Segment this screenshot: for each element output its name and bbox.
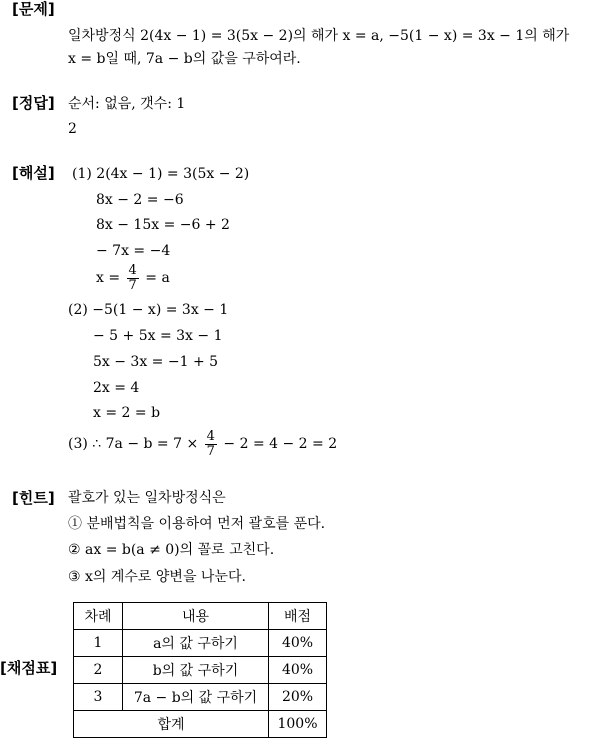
hint-line: ③ x의 계수로 양변을 나눈다. bbox=[68, 569, 246, 585]
hint-label: [힌트] bbox=[12, 489, 55, 507]
table-row bbox=[74, 630, 327, 657]
solution-part1-final-lhs: x = bbox=[96, 270, 121, 286]
hint-line: ② ax = b(a ≠ 0)의 꼴로 고친다. bbox=[68, 542, 275, 558]
scoring-header-row bbox=[74, 603, 327, 630]
fraction bbox=[127, 264, 139, 293]
scoring-total-value: 100% bbox=[269, 711, 327, 738]
fraction bbox=[205, 430, 217, 459]
scoring-content: a의 값 구하기 bbox=[123, 630, 269, 657]
scoring-order: 1 bbox=[74, 630, 123, 657]
scoring-total-row bbox=[74, 711, 327, 738]
scoring-total-label: 합계 bbox=[74, 711, 269, 738]
solution-part3-rhs: − 2 = 4 − 2 = 2 bbox=[223, 436, 338, 452]
scoring-order: 3 bbox=[74, 684, 123, 711]
scoring-points: 40% bbox=[269, 630, 327, 657]
solution-part2-step: 5x − 3x = −1 + 5 bbox=[93, 354, 219, 370]
solution-part3-lhs: (3) ∴ 7a − b = 7 × bbox=[68, 436, 199, 452]
solution-part1-title: (1) 2(4x − 1) = 3(5x − 2) bbox=[72, 166, 250, 182]
fraction-denominator: 7 bbox=[206, 443, 215, 459]
solution-part1-final bbox=[96, 262, 170, 294]
table-row bbox=[74, 684, 327, 711]
fraction-numerator: 4 bbox=[206, 428, 215, 444]
scoring-order: 2 bbox=[74, 657, 123, 684]
solution-part1-step: − 7x = −4 bbox=[96, 243, 171, 259]
solution-part2-step: 2x = 4 bbox=[93, 380, 140, 396]
scoring-content: 7a − b의 값 구하기 bbox=[123, 684, 269, 711]
problem-line-2: x = b일 때, 7a − b의 값을 구하여라. bbox=[68, 51, 301, 67]
solution-part1-step: 8x − 15x = −6 + 2 bbox=[96, 217, 230, 233]
solution-part2-step: x = 2 = b bbox=[93, 405, 161, 421]
solution-part2-step: − 5 + 5x = 3x − 1 bbox=[93, 328, 223, 344]
problem-line-1: 일차방정식 2(4x − 1) = 3(5x − 2)의 해가 x = a, −5(1 − x) = 3x − 1의 해가 bbox=[68, 28, 570, 44]
fraction-denominator: 7 bbox=[128, 277, 137, 293]
answer-value: 2 bbox=[68, 121, 77, 137]
solution-part3 bbox=[68, 428, 337, 460]
table-row bbox=[74, 657, 327, 684]
scoring-header-points: 배점 bbox=[269, 603, 327, 630]
solution-label: [해설] bbox=[12, 164, 55, 182]
fraction-numerator: 4 bbox=[128, 262, 137, 278]
solution-part2-title: (2) −5(1 − x) = 3x − 1 bbox=[68, 302, 229, 318]
scoring-content: b의 값 구하기 bbox=[123, 657, 269, 684]
problem-label: [문제] bbox=[12, 0, 55, 18]
scoring-label: [채점표] bbox=[0, 659, 58, 677]
scoring-points: 40% bbox=[269, 657, 327, 684]
answer-label: [정답] bbox=[12, 94, 55, 112]
solution-part1-step: 8x − 2 = −6 bbox=[96, 192, 184, 208]
scoring-table bbox=[73, 602, 327, 738]
hint-line: ① 분배법칙을 이용하여 먼저 괄호를 푼다. bbox=[68, 516, 326, 532]
solution-part1-final-rhs: = a bbox=[145, 270, 170, 286]
answer-meta: 순서: 없음, 갯수: 1 bbox=[68, 96, 186, 112]
scoring-header-order: 차례 bbox=[74, 603, 123, 630]
scoring-header-content: 내용 bbox=[123, 603, 269, 630]
scoring-points: 20% bbox=[269, 684, 327, 711]
hint-line: 괄호가 있는 일차방정식은 bbox=[68, 490, 226, 506]
